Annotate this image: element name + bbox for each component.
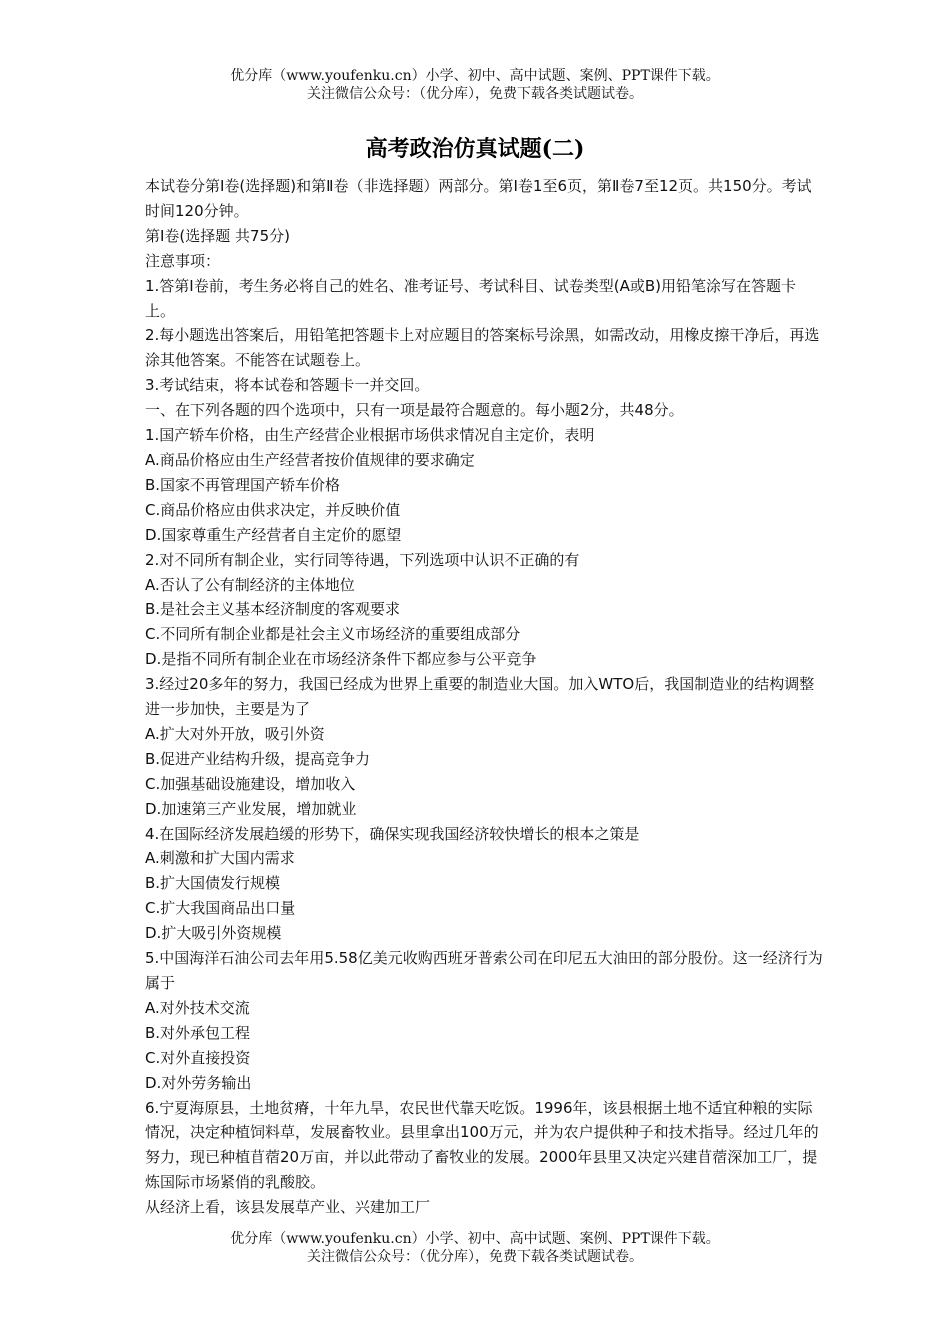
answer-option: A.刺激和扩大国内需求	[145, 849, 295, 868]
note-item: 2.每小题选出答案后，用铅笔把答题卡上对应题目的答案标号涂黑，如需改动，用橡皮擦干净后，再选涂其他答案。不能答在试题卷上。	[145, 326, 820, 370]
answer-option: B.扩大国债发行规模	[145, 874, 281, 893]
note-item: 1.答第Ⅰ卷前，考生务必将自己的姓名、准考证号、考试科目、试卷类型(A或B)用铅笔涂写在答题卡上。	[145, 276, 796, 320]
header-line-1: 优分库（www.youfenku.cn）小学、初中、高中试题、案例、PPT课件下载。	[230, 68, 720, 84]
page-footer	[0, 1230, 950, 1266]
answer-option: A.扩大对外开放，吸引外资	[145, 724, 325, 743]
question-stem: 3.经过20多年的努力，我国已经成为世界上重要的制造业大国。加入WTO后，我国制造业的结构调整进一步加快，主要是为了	[145, 675, 815, 719]
answer-option: B.促进产业结构升级，提高竞争力	[145, 749, 371, 768]
answer-option: A.商品价格应由生产经营者按价值规律的要求确定	[145, 450, 475, 469]
answer-option: D.对外劳务输出	[145, 1073, 252, 1092]
answer-option: C.加强基础设施建设，增加收入	[145, 774, 356, 793]
document-body	[145, 174, 825, 1220]
note-item: 3.考试结束，将本试卷和答题卡一并交回。	[145, 376, 430, 395]
answer-option: B.是社会主义基本经济制度的客观要求	[145, 600, 401, 619]
answer-option: C.扩大我国商品出口量	[145, 899, 296, 918]
answer-option: A.否认了公有制经济的主体地位	[145, 575, 355, 594]
answer-option: D.是指不同所有制企业在市场经济条件下都应参与公平竞争	[145, 650, 537, 669]
answer-option: D.加速第三产业发展，增加就业	[145, 799, 357, 818]
answer-option: A.对外技术交流	[145, 998, 250, 1017]
answer-option: D.扩大吸引外资规模	[145, 924, 282, 943]
answer-option: C.商品价格应由供求决定，并反映价值	[145, 500, 401, 519]
header-line-2: 关注微信公众号：（优分库），免费下载各类试题试卷。	[307, 86, 643, 102]
question-prompt: 从经济上看，该县发展草产业、兴建加工厂	[145, 1198, 431, 1217]
answer-option: C.对外直接投资	[145, 1048, 251, 1067]
answer-option: C.不同所有制企业都是社会主义市场经济的重要组成部分	[145, 625, 521, 644]
volume-heading: 第Ⅰ卷(选择题 共75分)	[145, 226, 290, 245]
question-stem: 4.在国际经济发展趋缓的形势下，确保实现我国经济较快增长的根本之策是	[145, 824, 640, 843]
answer-option: B.对外承包工程	[145, 1023, 251, 1042]
answer-option: D.国家尊重生产经营者自主定价的愿望	[145, 525, 402, 544]
question-stem: 1.国产轿车价格，由生产经营企业根据市场供求情况自主定价，表明	[145, 426, 595, 445]
question-stem: 6.宁夏海原县，土地贫瘠，十年九旱，农民世代靠天吃饭。1996年，该县根据土地不适宜种粮的实际情况，决定种植饲料草，发展畜牧业。县里拿出100万元，并为农户提供种子和技术指导。经过几年的努力，现已种植苜蓿20万亩，并以此带动了畜牧业的发展。2000年县里又决定兴建苜蓿深加工厂，提炼国际市场紧俏的乳酸胶。	[145, 1098, 819, 1192]
page-title: 高考政治仿真试题(二)	[365, 136, 585, 162]
notes-heading: 注意事项：	[145, 251, 221, 270]
intro-paragraph: 本试卷分第Ⅰ卷(选择题)和第Ⅱ卷（非选择题）两部分。第Ⅰ卷1至6页，第Ⅱ卷7至12页。共150分。考试时间120分钟。	[145, 177, 812, 220]
page-header	[0, 67, 950, 103]
answer-option: B.国家不再管理国产轿车价格	[145, 475, 341, 494]
section-heading: 一、在下列各题的四个选项中，只有一项是最符合题意的。每小题2分，共48分。	[145, 401, 684, 420]
footer-line-1: 优分库（www.youfenku.cn）小学、初中、高中试题、案例、PPT课件下载。	[230, 1231, 720, 1247]
question-stem: 2.对不同所有制企业，实行同等待遇，下列选项中认识不正确的有	[145, 550, 580, 569]
footer-line-2: 关注微信公众号：（优分库），免费下载各类试题试卷。	[307, 1249, 643, 1265]
question-stem: 5.中国海洋石油公司去年用5.58亿美元收购西班牙普索公司在印尼五大油田的部分股份。这一经济行为属于	[145, 949, 823, 992]
